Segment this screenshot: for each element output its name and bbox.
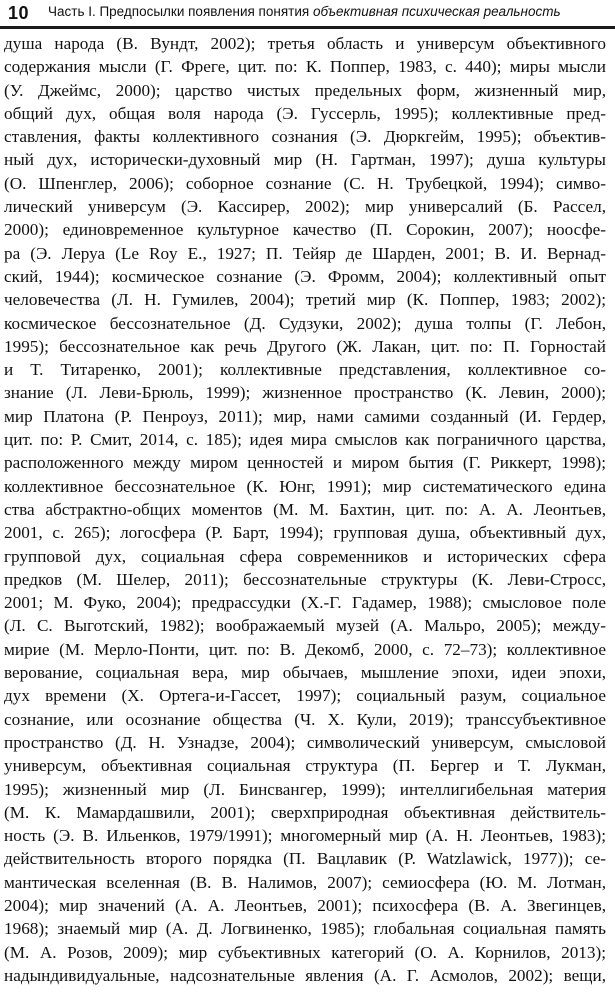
text-line: ность (Э. В. Ильенков, 1979/1991); многомерный мир (А. Н. Леонтьев, 1983); [4,826,606,846]
text-line: содержания мысли (Г. Фреге, цит. по: К. Поппер, 1983, с. 440); миры мысли [4,57,606,77]
text-line: действительность второго порядка (П. Вацлавик (P. Watzlawick, 1977)); се- [4,849,606,869]
text-line: сознание, или осознание общества (Ч. Х. Кули, 2019); транссубъективное [4,709,606,729]
text-line: ский, 1944); космическое сознание (Э. Фромм, 2004); коллективный опыт [4,266,606,286]
text-line: групповой дух, социальная сфера современников и исторических сфера [4,546,606,566]
text-line: и Т. Титаренко, 2001); коллективные представления, коллективное со- [4,360,606,380]
text-line: 1968); знаемый мир (А. Д. Логвиненко, 1985); глобальная социальная память [4,919,606,939]
text-line: ставления, факты коллективного сознания (Э. Дюркгейм, 1995); объектив- [4,127,606,147]
text-line: верование, социальная вера, мир обычаев, мышление эпохи, идеи эпохи, [4,663,606,683]
text-line: душа народа (В. Вундт, 2002); третья область и универсум объективного [4,34,606,53]
text-line: ра (Э. Леруа (Le Roy E., 1927; П. Тейяр де Шарден, 2001; В. И. Вернад- [4,243,606,263]
text-line: надындивидуальные, надсознательные явления (А. Г. Асмолов, 2002); вещи, [4,965,606,985]
text-line: (М. А. Розов, 2009); мир субъективных категорий (О. А. Корнилов, 2013); [4,942,606,962]
text-line: предков (М. Шелер, 2011); бессознательные структуры (К. Леви-Стросс, [4,569,606,589]
text-line: мирие (М. Мерло-Понти, цит. по: В. Декомб, 2000, с. 72–73); коллективное [4,639,606,659]
text-line: ный дух, исторически-духовный мир (Н. Гартман, 1997); душа культуры [4,150,606,170]
text-line: космическое бессознательное (Д. Судзуки, 2002); душа толпы (Г. Лебон, [4,313,606,333]
text-line: 1995); бессознательное как речь Другого (Ж. Лакан, цит. по: П. Горностай [4,336,606,356]
text-line: 2004); мир значений (А. А. Леонтьев, 2001); психосфера (В. А. Звегинцев, [4,895,606,915]
running-head-italic: объективная психическая реальность [312,4,561,19]
text-line: дух времени (Х. Ортега-и-Гассет, 1997); социальный разум, социальное [4,686,606,706]
text-line: 2000); единовременное культурное качество (П. Сорокин, 2007); ноосфе- [4,220,606,240]
body-text [4,32,606,987]
text-line: ства абстрактно-общих моментов (М. М. Бахтин, цит. по: А. А. Леонтьев, [4,499,606,519]
text-line: общий дух, общая воля народа (Э. Гуссерль, 1995); коллективные пред- [4,103,606,123]
text-line: (Л. С. Выготский, 1982); воображаемый музей (А. Мальро, 2005); между- [4,616,606,636]
running-head-title [48,4,561,19]
text-line: мир Платона (Р. Пенроуз, 2011); мир, нами самими созданный (И. Гердер, [4,406,606,426]
text-line: 2001; М. Фуко, 2004); предрассудки (Х.-Г. Гадамер, 1988); смысловое поле [4,593,606,613]
text-line: (У. Джеймс, 2000); царство чистых предельных форм, жизненный мир, [4,80,606,100]
page-number: 10 [8,3,30,23]
header-rule [0,26,615,29]
running-head-prefix: Часть I. Предпосылки появления понятия [48,4,313,19]
text-line: знание (Л. Леви-Брюль, 1999); жизненное пространство (К. Левин, 2000); [4,383,606,403]
text-line: универсум, объективная социальная структура (П. Бергер и Т. Лукман, [4,756,606,776]
text-line: (М. К. Мамардашвили, 2001); сверхприродная объективная действитель- [4,802,606,822]
text-line: коллективное бессознательное (К. Юнг, 1991); мир систематического едина [4,476,606,496]
text-line: расположенного между миром ценностей и миром бытия (Г. Риккерт, 1998); [4,453,606,473]
running-header [0,0,615,32]
text-line: цит. по: Р. Смит, 2014, с. 185); идея мира смыслов как пограничного царства, [4,430,606,450]
text-line: (О. Шпенглер, 2006); соборное сознание (С. Н. Трубецкой, 1994); симво- [4,173,606,193]
text-line: человечества (Л. Н. Гумилев, 2004); третий мир (К. Поппер, 1983; 2002); [4,290,606,310]
text-line: пространство (Д. Н. Узнадзе, 2004); символический универсум, смысловой [4,732,606,752]
text-line: мантическая вселенная (В. В. Налимов, 2007); семиосфера (Ю. М. Лотман, [4,872,606,892]
text-line: 1995); жизненный мир (Л. Бинсвангер, 1999); интеллигибельная материя [4,779,606,799]
text-line: 2001, с. 265); логосфера (Р. Барт, 1994); групповая душа, объективный дух, [4,523,606,543]
text-line: лический универсум (Э. Кассирер, 2002); мир универсалий (Б. Рассел, [4,197,606,217]
